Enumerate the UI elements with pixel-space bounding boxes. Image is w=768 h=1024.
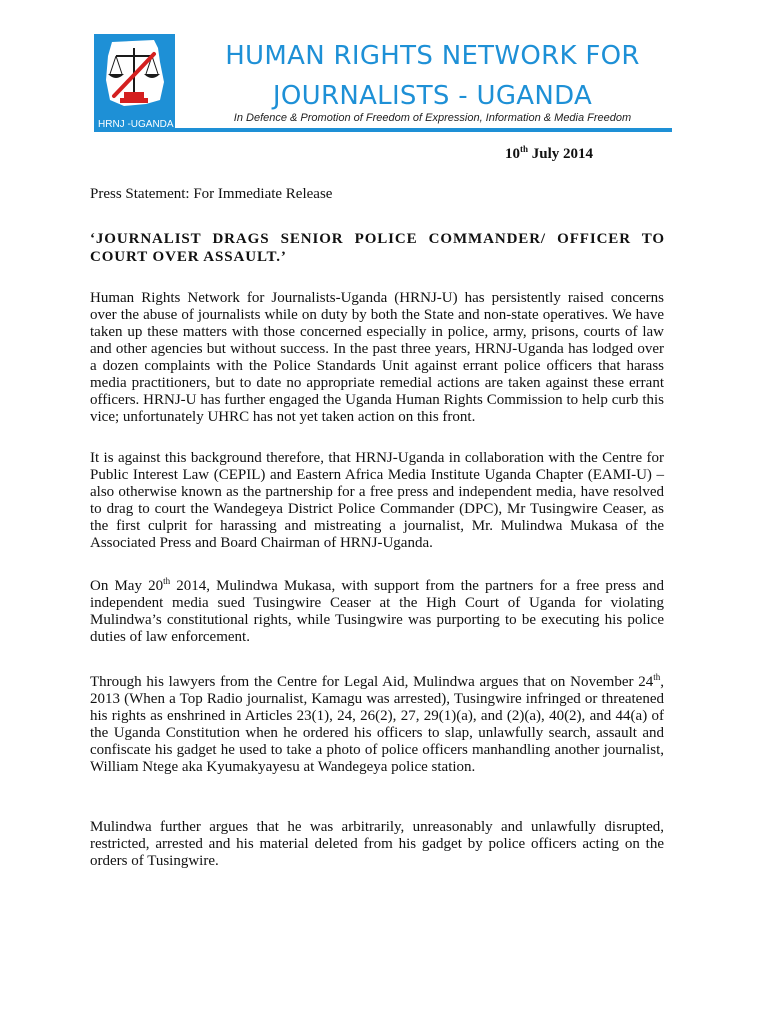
paragraph-3-part-a: On May 20 bbox=[90, 578, 164, 594]
paragraph-4 bbox=[90, 674, 664, 776]
paragraph-4-sup: th bbox=[653, 672, 661, 682]
org-title-line-2: JOURNALISTS - UGANDA bbox=[272, 81, 593, 111]
paragraph-4-part-a: Through his lawyers from the Centre for Legal Aid, Mulindwa argues that on November 24 bbox=[90, 674, 654, 690]
headline: ‘JOURNALIST DRAGS SENIOR POLICE COMMANDER/ OFFICER TO COURT OVER ASSAULT.’ bbox=[90, 231, 665, 265]
org-title-line-1: HUMAN RIGHTS NETWORK FOR bbox=[225, 41, 640, 71]
paragraph-5: Mulindwa further argues that he was arbitrarily, unreasonably and unlawfully disrupted, restricted, arrested and his material deleted from his gadget by police officers acting on the orders of Tusingwire. bbox=[90, 819, 664, 869]
header-divider bbox=[174, 128, 672, 132]
paragraph-4-part-b: , 2013 (When a Top Radio journalist, Kamagu was arrested), Tusingwire infringed or threatened his rights as enshrined in Articles 23(1), 24, 26(2), 27, 29(1)(a), and (2)(a), 40(2), and 44(a) of the Uganda Constitution when he ordered his officers to slap, unlawfully search, assault and confiscate his gadget he used to take a photo of police officers manhandling another journalist, William Ntege aka Kyumakyayesu at Wandegeya police station. bbox=[90, 674, 664, 775]
tagline: In Defence & Promotion of Freedom of Expression, Information & Media Freedom bbox=[233, 112, 632, 124]
statement-date bbox=[505, 144, 593, 163]
date-rest: July 2014 bbox=[528, 146, 594, 162]
date-day: 10 bbox=[505, 146, 520, 162]
organization-title bbox=[190, 36, 675, 116]
date-suffix: th bbox=[520, 144, 529, 154]
paragraph-2: It is against this background therefore, that HRNJ-Uganda in collaboration with the Centre for Public Interest Law (CEPIL) and Eastern Africa Media Institute Uganda Chapter (EAMI-U) –also otherwise known as the partnership for a free press and independent media, have resolved to drag to court the Wandegeya District Police Commander (DPC), Mr Tusingwire Ceaser, as the first culprit for harassing and mistreating a journalist, Mr. Mulindwa Mukasa of the Associated Press and Board Chairman of HRNJ-Uganda. bbox=[90, 450, 664, 551]
scales-of-justice-icon bbox=[94, 34, 175, 132]
logo-text: HRNJ -UGANDA bbox=[98, 119, 174, 130]
paragraph-3-part-b: 2014, Mulindwa Mukasa, with support from the partners for a free press and independent media sued Tusingwire Ceaser at the High Court of Uganda for violating Mulindwa’s constitutional rights, while Tusingwire was purporting to be executing his police duties of law enforcement. bbox=[90, 578, 664, 645]
press-statement-label: Press Statement: For Immediate Release bbox=[90, 186, 333, 202]
hrnj-logo bbox=[94, 34, 175, 132]
paragraph-3 bbox=[90, 578, 664, 646]
paragraph-3-sup: th bbox=[163, 576, 171, 586]
paragraph-1: Human Rights Network for Journalists-Uganda (HRNJ-U) has persistently raised concerns over the abuse of journalists while on duty by both the State and non-state operatives. We have taken up these matters with those concerned especially in police, army, prisons, courts of law and other agencies but without success. In the past three years, HRNJ-Uganda has lodged over a dozen complaints with the Police Standards Unit against errant police officers that harass media practitioners, but to date no appropriate remedial actions are taken against these errant officers. HRNJ-U has further engaged the Uganda Human Rights Commission to help curb this vice; unfortunately UHRC has not yet taken action on this front. bbox=[90, 290, 664, 425]
